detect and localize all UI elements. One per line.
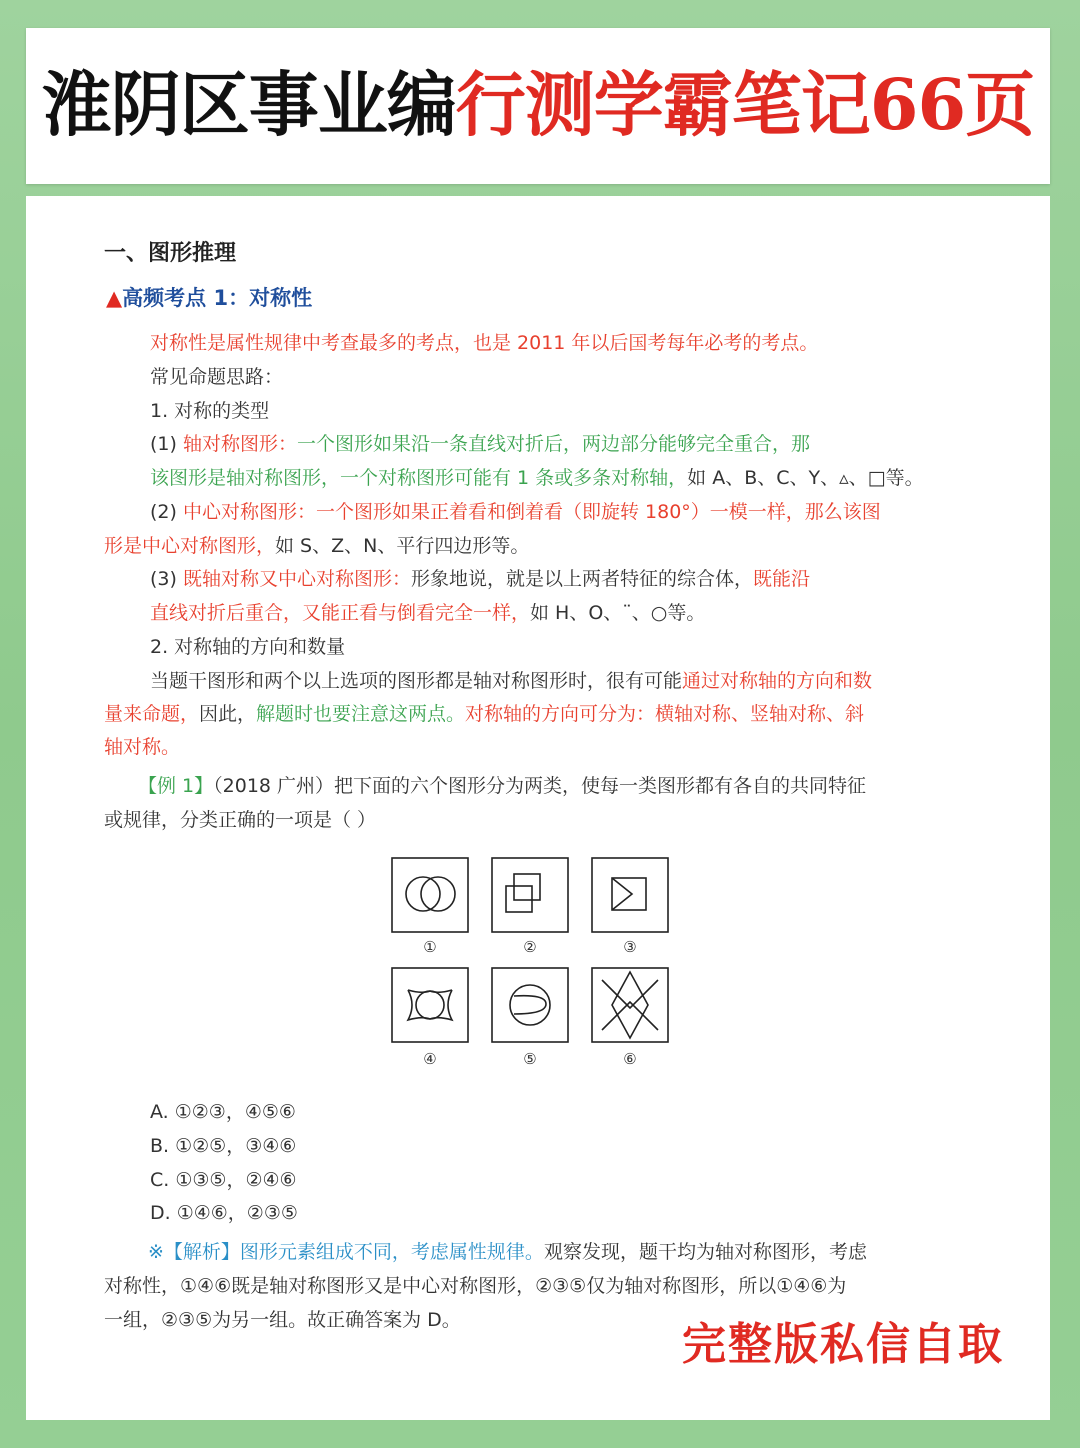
answer-label: ※【解析】 <box>148 1241 240 1263</box>
figure-6-cross <box>602 972 658 1038</box>
figure-4-frame <box>392 968 468 1042</box>
figure-grid <box>386 854 676 1074</box>
para-1-number: (1) <box>150 433 177 455</box>
document-page <box>26 196 1050 1420</box>
figure-1-frame <box>392 858 468 932</box>
answer-line-1 <box>148 1240 867 1264</box>
triangle-icon: ▲ <box>106 286 123 310</box>
para-2-text-1: 一个图形如果正着看和倒着看（即旋转 180°）一模一样，那么该图 <box>315 501 881 523</box>
answer-text-2: 观察发现，题干均为轴对称图形，考虑 <box>543 1241 867 1263</box>
figure-label-1: ① <box>423 938 437 956</box>
para-4-text-1: 当题干图形和两个以上选项的图形都是轴对称图形时，很有可能 <box>150 670 683 692</box>
topic-title: 高频考点 1：对称性 <box>122 286 313 310</box>
topic-heading <box>106 286 312 310</box>
para-4-line-1 <box>150 669 872 693</box>
figure-label-5: ⑤ <box>523 1050 537 1068</box>
figure-1-circle-left <box>406 877 440 911</box>
answer-text-1: 图形元素组成不同，考虑属性规律。 <box>239 1241 544 1263</box>
para-1-line-2 <box>150 466 924 490</box>
choice-c[interactable]: C. ①③⑤，②④⑥ <box>150 1169 297 1191</box>
figure-1-circle-right <box>421 877 455 911</box>
example-text-1: （2018 广州）把下面的六个图形分为两类，使每一类图形都有各自的共同特征 <box>213 775 867 797</box>
para-4-text-4: 因此， <box>199 703 257 725</box>
para-4-text-2: 通过对称轴的方向和数 <box>682 670 873 692</box>
title-red-part: 行测学霸笔记66页 <box>455 63 1035 146</box>
figure-2-square-back <box>514 874 540 900</box>
answer-line-2: 对称性，①④⑥既是轴对称图形又是中心对称图形，②③⑤仅为轴对称图形，所以①④⑥为 <box>104 1275 847 1297</box>
figure-5-arc <box>514 996 546 1014</box>
para-3-line-2 <box>150 601 705 625</box>
para-2-term: 中心对称图形： <box>182 501 316 523</box>
intro-line: 对称性是属性规律中考查最多的考点，也是 2011 年以后国考每年必考的考点。 <box>150 332 819 354</box>
figure-5-frame <box>492 968 568 1042</box>
example-line-1 <box>138 774 866 798</box>
figure-6-frame <box>592 968 668 1042</box>
page-title <box>26 60 1050 150</box>
para-2-number: (2) <box>150 501 177 523</box>
answer-line-3: 一组，②③⑤为另一组。故正确答案为 D。 <box>104 1309 461 1331</box>
figure-4-bowtie <box>408 990 452 1020</box>
example-line-2: 或规律，分类正确的一项是（ ） <box>104 809 377 831</box>
para-1-text-2: 该图形是轴对称图形，一个对称图形可能有 1 条或多条对称轴， <box>150 467 688 489</box>
para-4-text-3: 量来命题， <box>104 703 200 725</box>
para-4-text-6: 对称轴的方向可分为：横轴对称、竖轴对称、斜 <box>465 703 865 725</box>
para-2-text-2: 形是中心对称图形， <box>104 535 276 557</box>
para-3-text-3: 直线对折后重合，又能正看与倒看完全一样， <box>150 602 531 624</box>
title-black-part: 淮阴区事业编 <box>41 63 456 146</box>
para-3-line-1 <box>150 567 810 591</box>
para-3-term: 既轴对称又中心对称图形： <box>182 568 411 590</box>
choice-b[interactable]: B. ①②⑤，③④⑥ <box>150 1135 297 1157</box>
para-1-term: 轴对称图形： <box>182 433 297 455</box>
choice-a[interactable]: A. ①②③，④⑤⑥ <box>150 1101 296 1123</box>
footer-cta: 完整版私信自取 <box>682 1319 1004 1370</box>
para-3-text-4: 如 H、O、¨、○等。 <box>530 602 706 624</box>
para-2-text-3: 如 S、Z、N、平行四边形等。 <box>275 535 530 557</box>
figure-label-4: ④ <box>423 1050 437 1068</box>
title-card <box>26 28 1050 184</box>
figure-5-circle <box>510 985 550 1025</box>
para-2-line-2 <box>104 534 529 558</box>
para-1-text-3: 如 A、B、C、Y、▵、□等。 <box>687 467 924 489</box>
para-3-number: (3) <box>150 568 177 590</box>
figure-label-3: ③ <box>623 938 637 956</box>
para-1-line-1 <box>150 432 810 456</box>
para-4-line-2 <box>104 702 864 726</box>
example-label: 【例 1】 <box>138 775 214 797</box>
common-label: 常见命题思路： <box>150 366 284 388</box>
figure-label-2: ② <box>523 938 537 956</box>
figure-2-square-front <box>506 886 532 912</box>
para-1-text-1: 一个图形如果沿一条直线对折后，两边部分能够完全重合，那 <box>296 433 810 455</box>
para-2-line-1 <box>150 500 881 524</box>
figure-4-circle <box>416 991 444 1019</box>
para-4-text-5: 解题时也要注意这两点。 <box>256 703 466 725</box>
figure-label-6: ⑥ <box>623 1050 637 1068</box>
figure-3-chevron <box>612 878 632 910</box>
section-title: 一、图形推理 <box>104 241 237 266</box>
para-3-text-2: 既能沿 <box>753 568 811 590</box>
figure-2-frame <box>492 858 568 932</box>
subheading-1: 1. 对称的类型 <box>150 400 270 422</box>
para-4-line-3: 轴对称。 <box>104 736 181 758</box>
subheading-2: 2. 对称轴的方向和数量 <box>150 636 346 658</box>
choice-d[interactable]: D. ①④⑥，②③⑤ <box>150 1202 298 1224</box>
para-3-text-1: 形象地说，就是以上两者特征的综合体， <box>410 568 753 590</box>
